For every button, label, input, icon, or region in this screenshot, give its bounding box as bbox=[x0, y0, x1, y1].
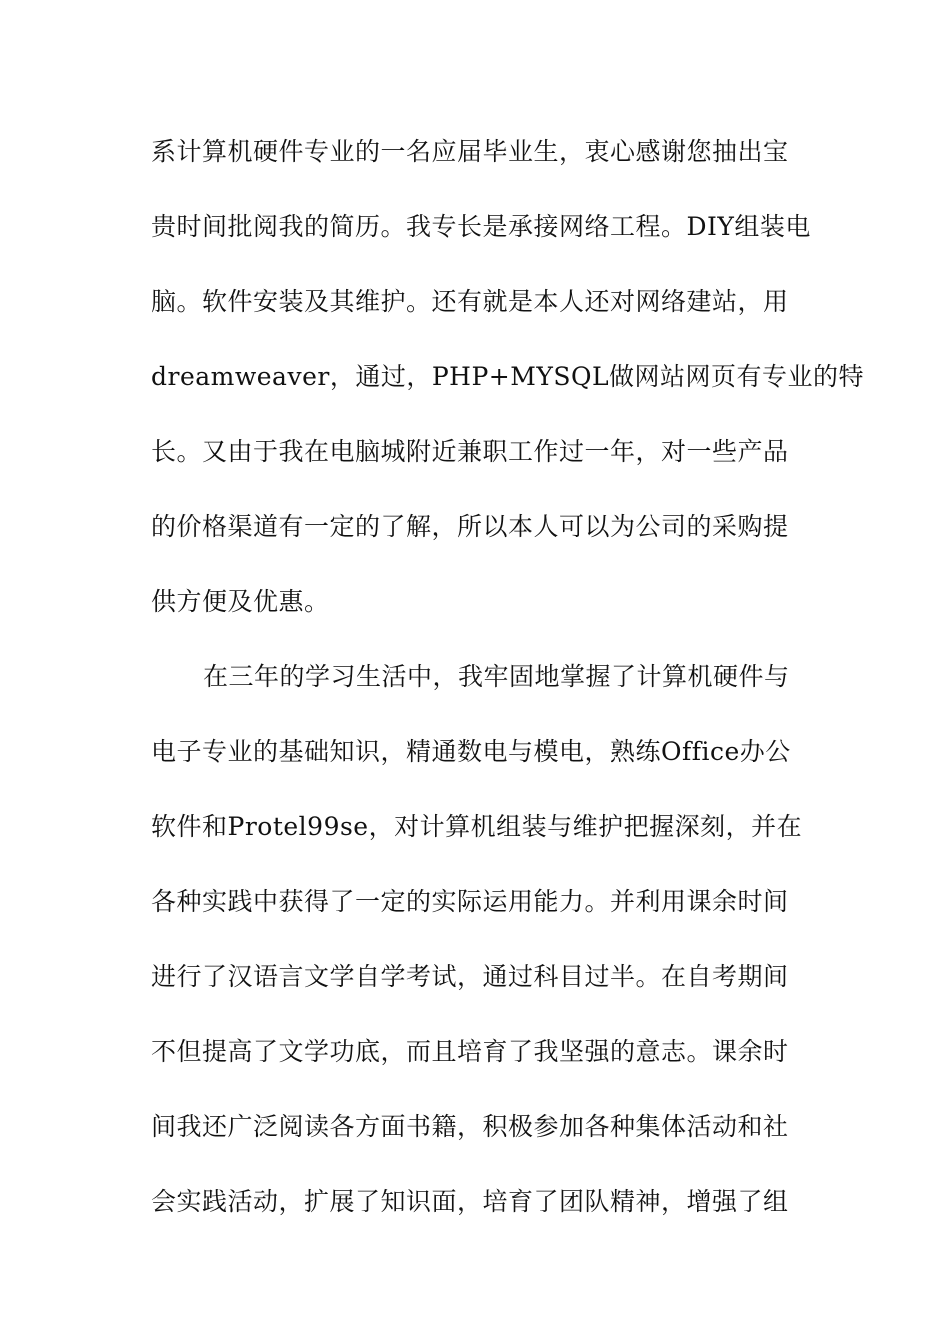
text-line: 不但提高了文学功底，而且培育了我坚强的意志。课余时 bbox=[151, 1037, 789, 1066]
text-line: 系计算机硬件专业的一名应届毕业生，衷心感谢您抽出宝 bbox=[151, 137, 789, 166]
document-body bbox=[151, 127, 865, 1252]
text-line: 软件和Protel99se，对计算机组装与维护把握深刻，并在 bbox=[151, 812, 803, 841]
paragraph-1 bbox=[151, 127, 865, 652]
text-line: 进行了汉语言文学自学考试，通过科目过半。在自考期间 bbox=[151, 962, 789, 991]
text-line: 长。又由于我在电脑城附近兼职工作过一年，对一些产品 bbox=[151, 437, 789, 466]
text-line: 在三年的学习生活中，我牢固地掌握了计算机硬件与 bbox=[203, 662, 790, 691]
text-line: 贵时间批阅我的简历。我专长是承接网络工程。DIY组装电 bbox=[151, 212, 811, 241]
text-line: 脑。软件安装及其维护。还有就是本人还对网络建站，用 bbox=[151, 287, 789, 316]
text-line: 供方便及优惠。 bbox=[151, 587, 330, 616]
text-line: 会实践活动，扩展了知识面，培育了团队精神，增强了组 bbox=[151, 1187, 789, 1216]
text-line: 各种实践中获得了一定的实际运用能力。并利用课余时间 bbox=[151, 887, 789, 916]
text-line: 电子专业的基础知识，精通数电与模电，熟练Office办公 bbox=[151, 737, 791, 766]
paragraph-2 bbox=[151, 652, 811, 1252]
text-line: 间我还广泛阅读各方面书籍，积极参加各种集体活动和社 bbox=[151, 1112, 789, 1141]
text-line: 的价格渠道有一定的了解，所以本人可以为公司的采购提 bbox=[151, 512, 789, 541]
text-line: dreamweaver，通过，PHP+MYSQL做网站网页有专业的特 bbox=[151, 362, 865, 391]
